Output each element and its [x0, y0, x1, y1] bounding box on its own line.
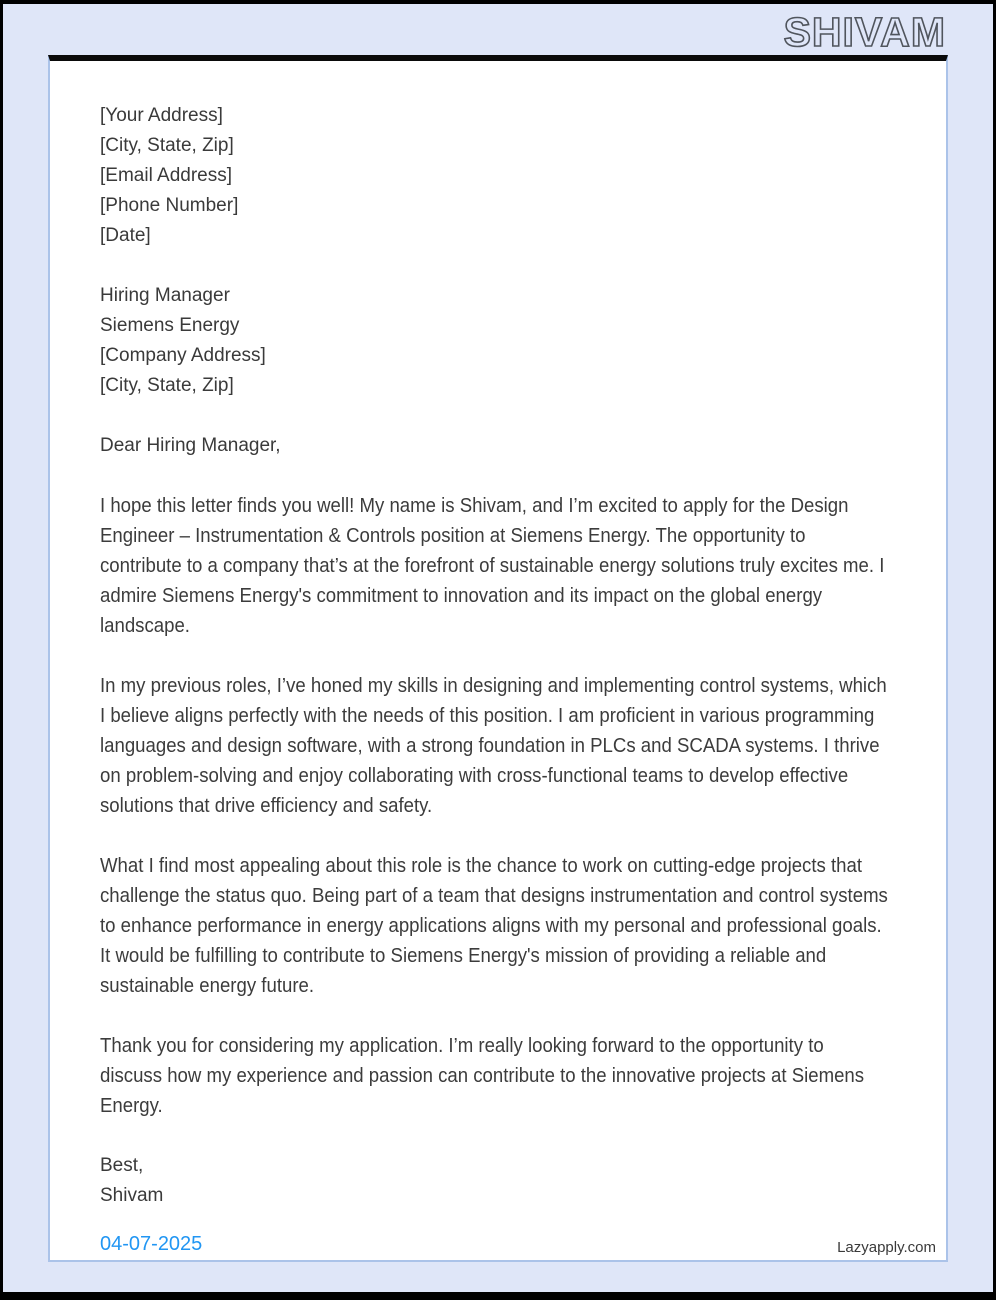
closing-block	[100, 1151, 900, 1211]
recipient-line: Siemens Energy	[100, 315, 240, 336]
body-paragraph-2: In my previous roles, I’ve honed my skills in designing and implementing control systems, which I believe aligns perfectly with the needs of this position. I am proficient in various programming languages and design software, with a strong foundation in PLCs and SCADA systems. I thrive on problem-solving and enjoy collaborating with cross-functional teams to develop effective solutions that drive efficiency and safety.	[100, 675, 887, 817]
signature-name: Shivam	[100, 1185, 164, 1206]
sender-line: [City, State, Zip]	[100, 135, 234, 156]
closing-line: Best,	[100, 1155, 144, 1176]
lazyapply-watermark[interactable]: Lazyapply.com	[837, 1239, 936, 1256]
body-paragraph-4: Thank you for considering my application. I’m really looking forward to the opportunity to discuss how my experience and passion can contribute to the innovative projects at Siemens Energy.	[100, 1035, 865, 1117]
recipient-address-block	[100, 281, 900, 401]
sender-line: [Email Address]	[100, 165, 232, 186]
recipient-line: [Company Address]	[100, 345, 266, 366]
recipient-line: Hiring Manager	[100, 285, 230, 306]
sender-line: [Date]	[100, 225, 151, 246]
sender-line: [Your Address]	[100, 105, 223, 126]
body-paragraph-1: I hope this letter finds you well! My name is Shivam, and I’m excited to apply for the Design Engineer – Instrumentation & Controls position at Siemens Energy. The opportunity to contribute to a company that’s at the forefront of sustainable energy solutions truly excites me. I admire Siemens Energy's commitment to innovation and its impact on the global energy landscape.	[100, 495, 885, 637]
salutation: Dear Hiring Manager,	[100, 435, 281, 456]
body-paragraph-3: What I find most appealing about this role is the chance to work on cutting-edge projects that challenge the status quo. Being part of a team that designs instrumentation and control systems to enhance performance in energy applications aligns with my personal and professional goals. It would be fulfilling to contribute to Siemens Energy's mission of providing a reliable and sustainable energy future.	[100, 855, 888, 997]
sender-line: [Phone Number]	[100, 195, 239, 216]
recipient-line: [City, State, Zip]	[100, 375, 234, 396]
page-header	[3, 4, 993, 55]
letter-date: 04-07-2025	[100, 1233, 203, 1255]
sender-address-block	[100, 101, 900, 251]
brand-logo: SHIVAM	[783, 9, 946, 55]
cover-letter-card	[48, 55, 948, 1262]
